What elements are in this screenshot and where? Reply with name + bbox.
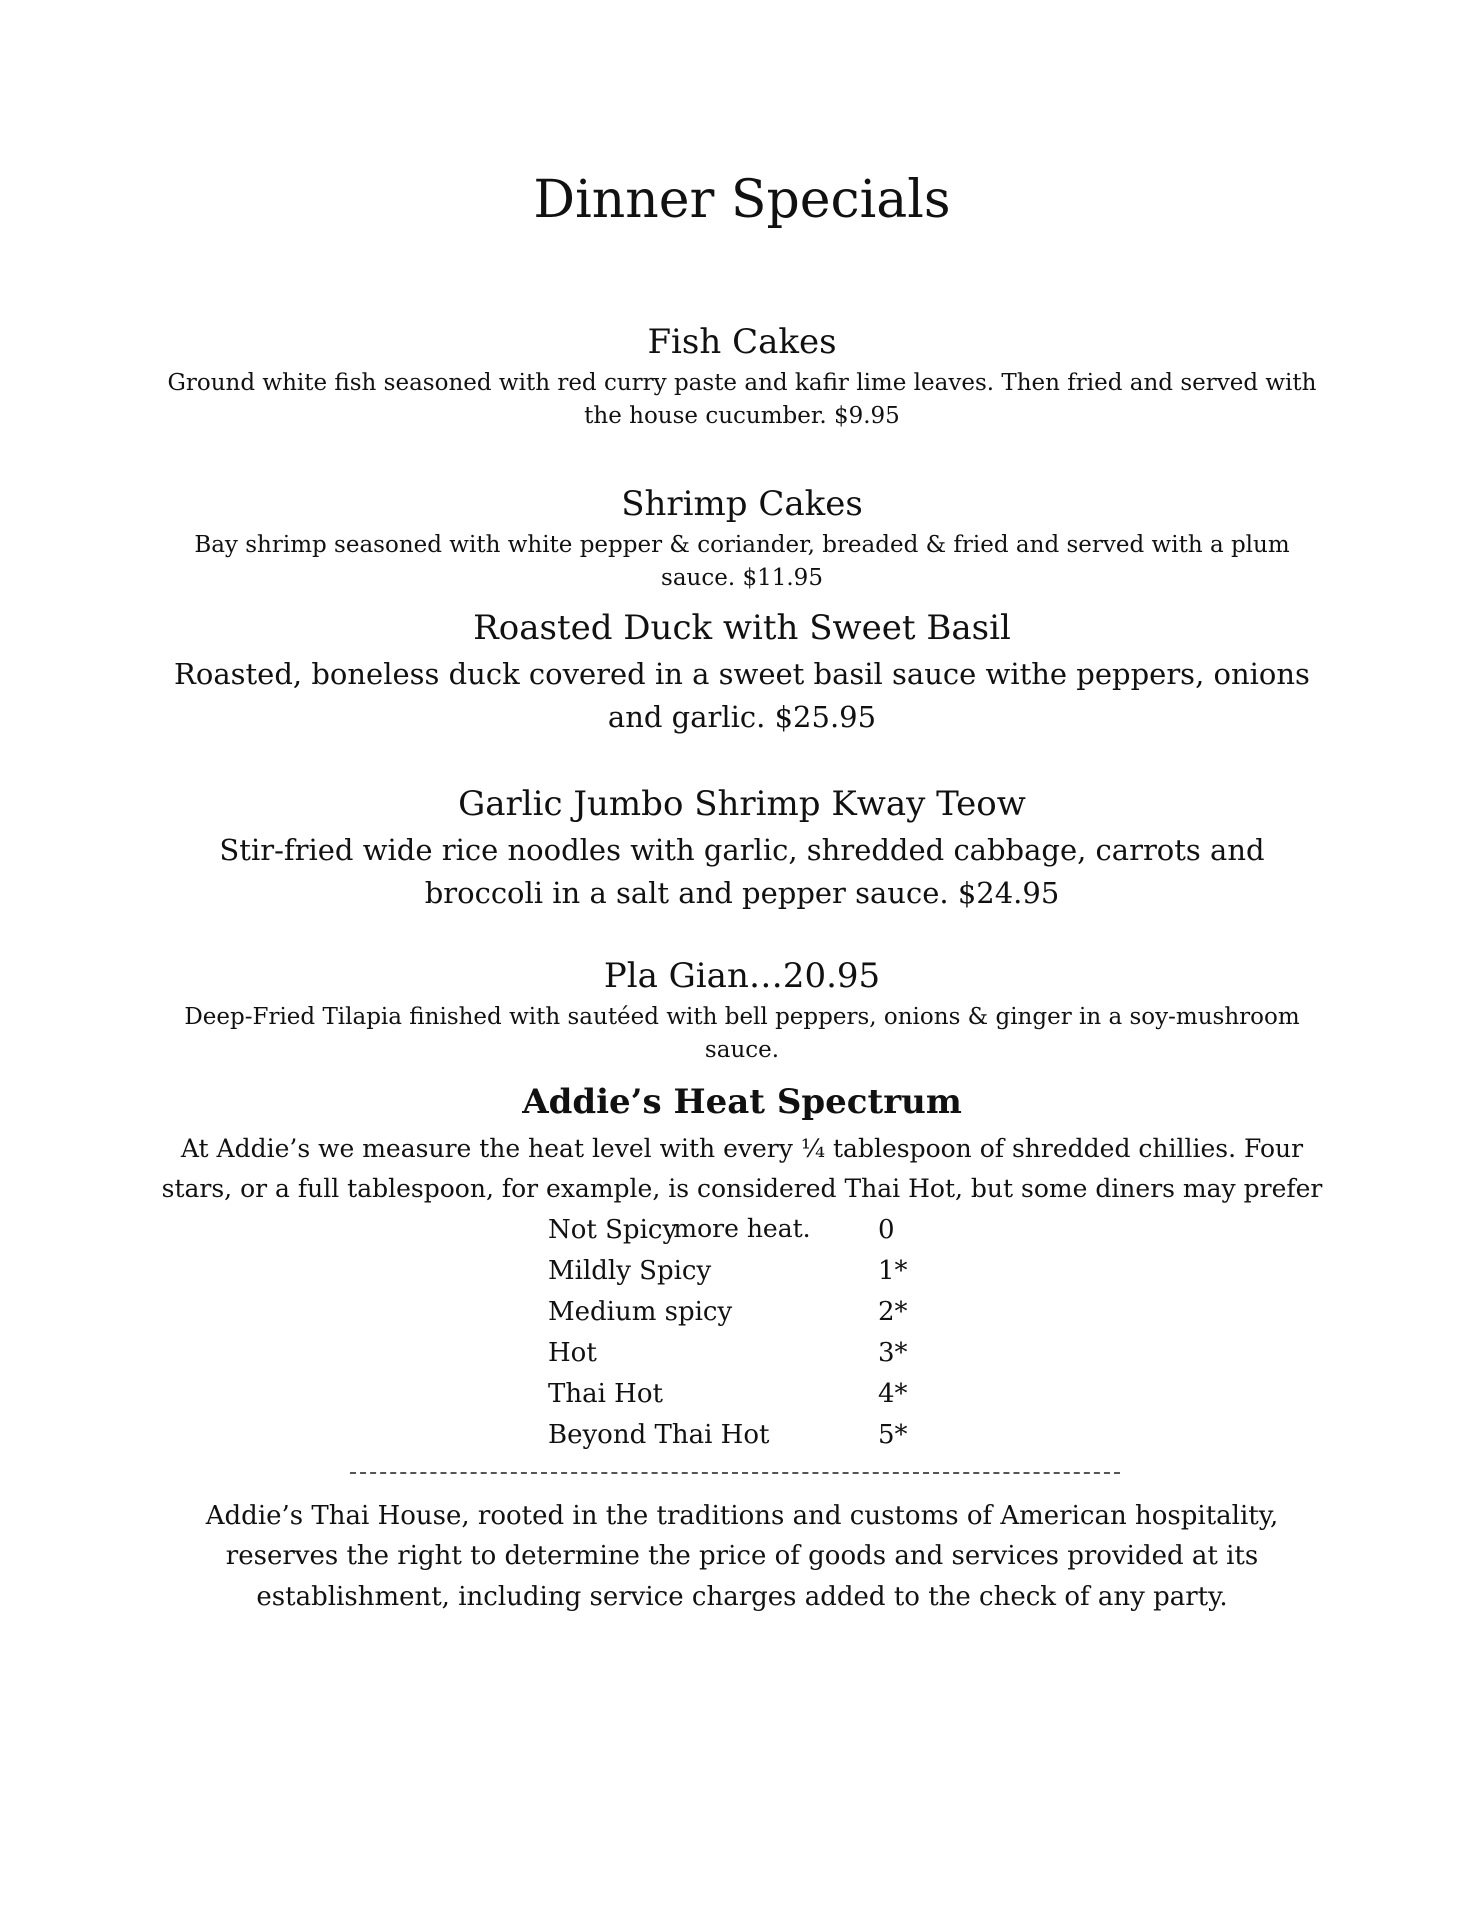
dish-description: Stir-fried wide rice noodles with garlic, shredded cabbage, carrots and broccoli in a salt and pepper sauce. $24.95 [219, 832, 1265, 911]
dish-name: Shrimp Cakes [621, 484, 863, 524]
heat-level-stars: 4* [878, 1379, 908, 1409]
heat-level-row [548, 1292, 968, 1333]
heat-level-stars: 0 [878, 1215, 895, 1245]
page-title: Dinner Specials [533, 170, 951, 230]
dish-name: Pla Gian…20.95 [603, 956, 881, 996]
heat-level-label: Hot [548, 1338, 597, 1368]
dish-name: Fish Cakes [647, 322, 837, 362]
dish-description: Deep-Fried Tilapia finished with sautéed with bell peppers, onions & ginger in a soy-mushroom sauce. [184, 1003, 1300, 1064]
heat-level-row [548, 1374, 968, 1415]
dish-fish-cakes [160, 322, 1324, 433]
heat-level-stars: 3* [878, 1338, 908, 1368]
dish-description: Roasted, boneless duck covered in a sweet basil sauce withe peppers, onions and garlic. $25.95 [174, 656, 1310, 735]
heat-level-row [548, 1251, 968, 1292]
heat-level-stars: 5* [878, 1420, 908, 1450]
dish-name: Garlic Jumbo Shrimp Kway Teow [458, 784, 1026, 824]
dish-shrimp-cakes [160, 484, 1324, 595]
heat-level-table [548, 1210, 968, 1456]
dish-description: Ground white fish seasoned with red curry paste and kafir lime leaves. Then fried and served with the house cucumber. $9.95 [167, 369, 1317, 430]
heat-level-label: Not Spicy [548, 1215, 678, 1245]
dish-name: Roasted Duck with Sweet Basil [473, 608, 1011, 648]
dish-roasted-duck [160, 608, 1324, 740]
heat-level-label: Thai Hot [548, 1379, 663, 1409]
footer-disclaimer: Addie’s Thai House, rooted in the traditions and customs of American hospitality, reserves the right to determine the price of goods and services provided at its establishment, including service charges added to the check of any party. [205, 1501, 1279, 1612]
heat-description: At Addie’s we measure the heat level with every ¼ tablespoon of shredded chillies. Four stars, or a full tablespoon, for example, is considered Thai Hot, but some diners may prefer more heat. [161, 1133, 1323, 1243]
heat-level-label: Beyond Thai Hot [548, 1420, 770, 1450]
heat-title: Addie’s Heat Spectrum [522, 1082, 962, 1122]
heat-level-stars: 2* [878, 1297, 908, 1327]
dish-kway-teow [160, 784, 1324, 916]
heat-level-stars: 1* [878, 1256, 908, 1286]
dish-pla-gian [160, 956, 1324, 1067]
heat-level-label: Medium spicy [548, 1297, 733, 1327]
heat-level-row [548, 1333, 968, 1374]
heat-level-label: Mildly Spicy [548, 1256, 712, 1286]
dish-description: Bay shrimp seasoned with white pepper & coriander, breaded & fried and served with a plum sauce. $11.95 [194, 531, 1290, 592]
section-divider [350, 1472, 1120, 1474]
heat-level-row [548, 1415, 968, 1456]
heat-level-row [548, 1210, 968, 1251]
